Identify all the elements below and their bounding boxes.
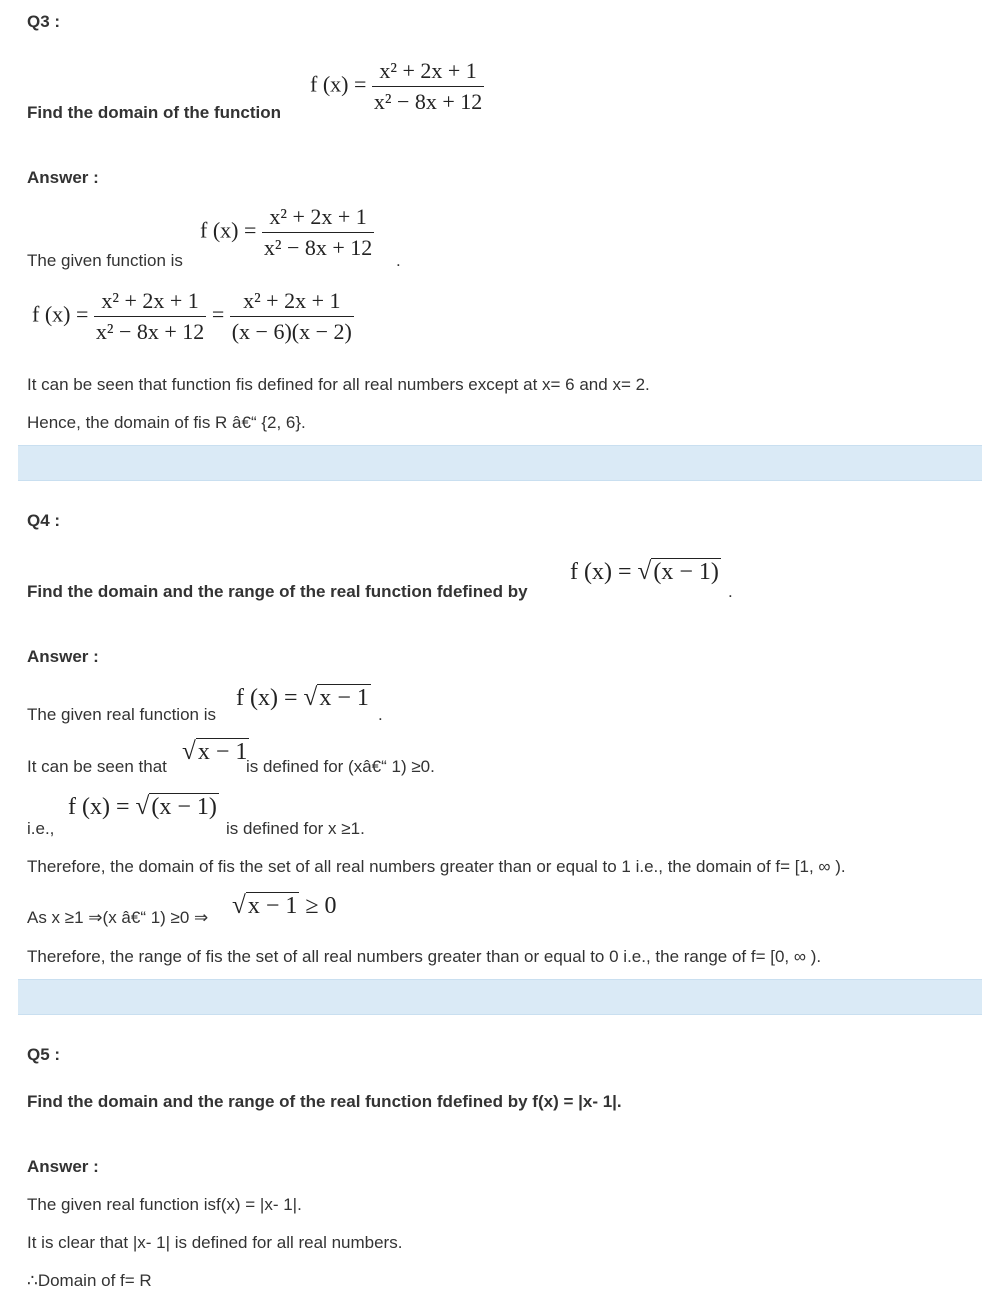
q4-question-suffix: .	[728, 582, 733, 601]
q4-given-equation: f (x) = √x − 1	[236, 684, 369, 711]
q4-seen-radical: √x − 1	[182, 738, 248, 765]
q4-given-suffix: .	[378, 705, 383, 724]
q4-seen-prefix: It can be seen that	[27, 757, 167, 776]
q4-answer-label: Answer :	[27, 647, 99, 666]
q3-line-2: Hence, the domain of fis R â€“ {2, 6}.	[27, 413, 306, 432]
q4-ie-prefix: i.e.,	[27, 819, 55, 838]
q4-given-prefix: The given real function is	[27, 705, 216, 724]
q3-given-equation: f (x) = $\frac{\text{x² + 2x + 1}}{\text{x² − 8x + 12}}$	[200, 204, 373, 260]
q4-ge-zero-equation: √x − 1 ≥ 0	[232, 892, 337, 919]
q3-question: Find the domain of the function	[27, 103, 282, 122]
q5-label: Q5 :	[27, 1045, 61, 1064]
q3-given-suffix: .	[396, 251, 401, 270]
q5-line-2: It is clear that |x- 1| is defined for all real numbers.	[27, 1233, 403, 1252]
q3-factored-equation: f (x) = $\frac{\text{x² + 2x + 1}}{\text{x² − 8x + 12}}$ = $\frac{\text{x² + 2x + 1}}{(x - 6)(x - 2)}$	[32, 288, 352, 344]
q3-line-1: It can be seen that function fis defined for all real numbers except at x= 6 and x= 2.	[27, 375, 650, 394]
q5-answer-label: Answer :	[27, 1157, 99, 1176]
q3-question-equation: f (x) = $\frac{\text{x² + 2x + 1}}{\text{x² − 8x + 12}}$	[310, 58, 483, 114]
separator-bar	[18, 979, 982, 1015]
q4-question-equation: f (x) = √(x − 1)	[570, 558, 719, 585]
q4-question: Find the domain and the range of the real function fdefined by	[27, 582, 528, 601]
q3-label: Q3 :	[27, 12, 61, 31]
q4-as-line: As x ≥1 ⇒(x â€“ 1) ≥0 ⇒	[27, 908, 209, 927]
q4-ie-equation: f (x) = √(x − 1)	[68, 793, 217, 820]
q5-line-3: ∴Domain of f= R	[27, 1271, 152, 1290]
q5-line-1: The given real function isf(x) = |x- 1|.	[27, 1195, 302, 1214]
q5-question: Find the domain and the range of the real function fdefined by f(x) = |x- 1|.	[27, 1092, 622, 1111]
q4-seen-suffix: is defined for (xâ€“ 1) ≥0.	[246, 757, 435, 776]
q4-range-line: Therefore, the range of fis the set of all real numbers greater than or equal to 0 i.e., the range of f= [0, ∞ ).	[27, 947, 822, 966]
q3-given-prefix: The given function is	[27, 251, 183, 270]
separator-bar	[18, 445, 982, 481]
q4-ie-suffix: is defined for x ≥1.	[226, 819, 365, 838]
q4-label: Q4 :	[27, 511, 61, 530]
q4-domain-line: Therefore, the domain of fis the set of all real numbers greater than or equal to 1 i.e., the domain of f= [1, ∞ ).	[27, 857, 846, 876]
q3-answer-label: Answer :	[27, 168, 99, 187]
